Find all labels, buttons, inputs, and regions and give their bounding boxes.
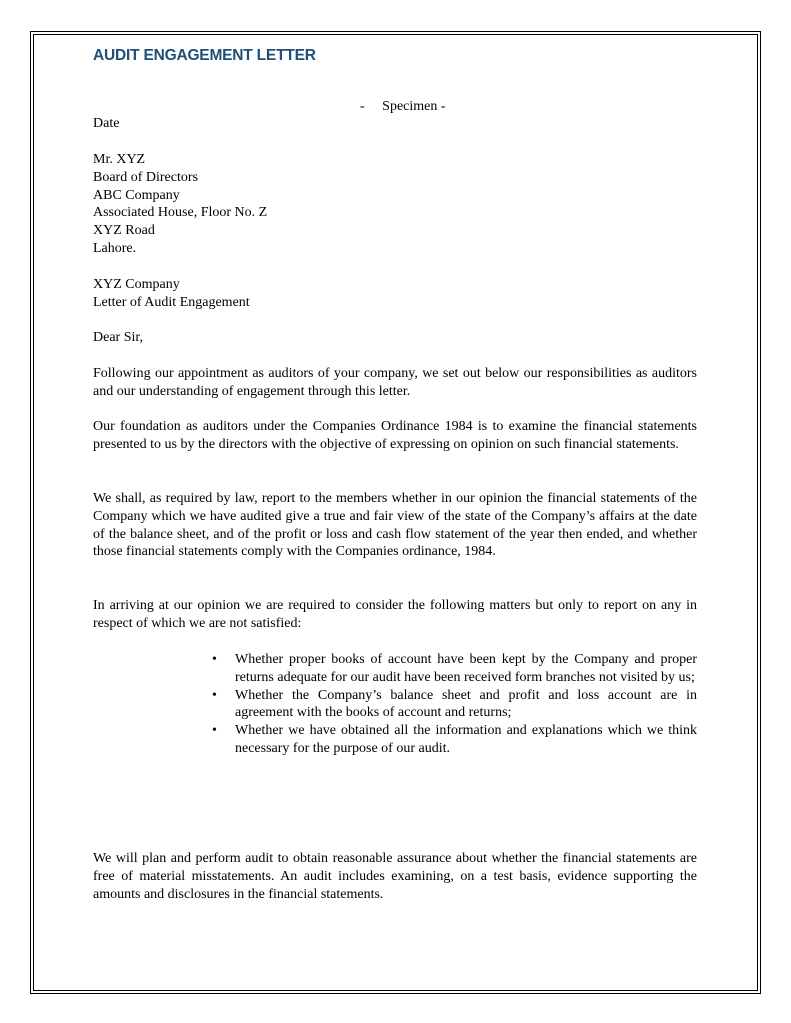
- paragraph-report: We shall, as required by law, report to the members whether in our opinion the financial statements of the Company which we have audited give a true and fair view of the state of the Company’s affairs at the date of the balance sheet, and of the profit or loss and cash flow statement of the year then ended, and whether those financial statements comply with the Companies ordinance, 1984.: [93, 491, 697, 560]
- bullet-icon: •: [212, 652, 217, 667]
- list-item-text: Whether the Company’s balance sheet and profit and loss account are in agreement with the books of account and returns;: [235, 687, 697, 721]
- recipient-address: [93, 151, 697, 258]
- letter-subject: [93, 276, 697, 312]
- recipient-city: Lahore.: [93, 240, 137, 256]
- list-item: [208, 722, 697, 758]
- paragraph-foundation: Our foundation as auditors under the Companies Ordinance 1984 is to examine the financial statements presented to us by the directors with the objective of expressing on opinion on such financial statements.: [93, 419, 697, 452]
- letter-heading: AUDIT ENGAGEMENT LETTER: [93, 47, 316, 64]
- recipient-building: Associated House, Floor No. Z: [93, 205, 268, 221]
- list-item-text: Whether we have obtained all the information and explanations which we think necessary for the purpose of our audit.: [235, 723, 697, 756]
- recipient-company: ABC Company: [93, 187, 180, 203]
- subject-company: XYZ Company: [93, 277, 180, 292]
- list-item: [208, 651, 697, 687]
- paragraph-intro: Following our appointment as auditors of your company, we set out below our responsibilities as auditors and our understanding of engagement through this letter.: [93, 366, 697, 399]
- paragraph-plan: We will plan and perform audit to obtain reasonable assurance about whether the financial statements are free of material misstatements. An audit includes examining, on a test basis, evidence supporting the amounts and disclosures in the financial statements.: [93, 851, 697, 902]
- recipient-road: XYZ Road: [93, 223, 155, 239]
- list-item: [208, 687, 697, 723]
- letter-date: Date: [93, 116, 120, 131]
- subject-title: Letter of Audit Engagement: [93, 294, 250, 310]
- list-item-text: Whether proper books of account have been kept by the Company and proper returns adequate for our audit have been received form branches not visited by us;: [235, 652, 697, 685]
- bullet-icon: •: [212, 723, 217, 739]
- bullet-icon: •: [212, 687, 217, 703]
- paragraph-matters: In arriving at our opinion we are required to consider the following matters but only to report on any in respect of which we are not satisfied:: [93, 598, 697, 631]
- specimen-mark: - Specimen -: [360, 99, 446, 114]
- salutation: Dear Sir,: [93, 330, 143, 345]
- recipient-name: Mr. XYZ: [93, 152, 146, 167]
- recipient-title: Board of Directors: [93, 169, 198, 185]
- matters-list: [208, 651, 697, 758]
